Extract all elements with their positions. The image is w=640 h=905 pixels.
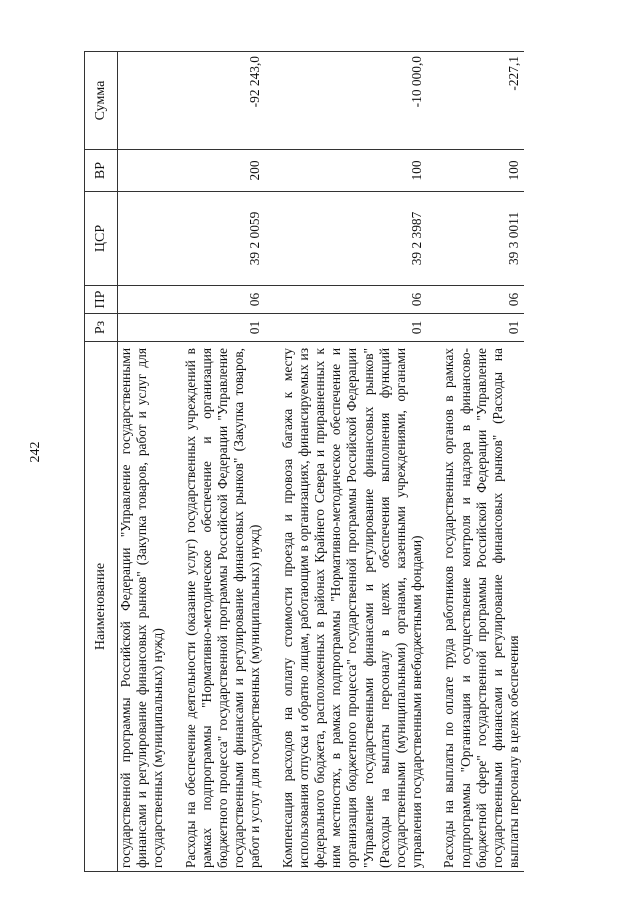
row-name: Расходы на выплаты по оплате труда работников государственных органов в рамках подпрограммы "Организация и осуществление контроля и надзора в финансово-бюджетной сфере" государственной программы Российской Федерации "Управление государственными финансами и регулирование финансовых рынков" (Расходы на выплаты персоналу в целях обеспечения xyxy=(427,342,524,872)
row-pr: 06 xyxy=(169,286,266,314)
row-csr: 39 2 0059 xyxy=(169,192,266,286)
header-sum: Сумма xyxy=(85,52,118,150)
row-rz: 01 xyxy=(266,314,428,342)
header-csr: ЦСР xyxy=(85,192,118,286)
row-pr xyxy=(118,286,169,314)
header-vr: ВР xyxy=(85,150,118,192)
row-sum: -227,1 xyxy=(427,52,524,150)
row-rz: 01 xyxy=(427,314,524,342)
budget-table xyxy=(84,51,524,872)
row-name: Компенсация расходов на оплату стоимости проезда и провоза багажа к месту использования отпуска и обратно лицам, работающим в организациях, финансируемых из федерального бюджета, расположенных в районах Крайнего Севера и приравненных к ним местностях, в рамках подпрограммы "Нормативно-методическое обеспечение и организация бюджетного процесса" государственной программы Российской Федерации "Управление государственными финансами и регулирование финансовых рынков" (Расходы на выплаты персоналу в целях обеспечения выполнения функций государственными (муниципальными) органами, казенными учреждениями, органами управления государственными внебюджетными фондами) xyxy=(266,342,428,872)
row-name: Расходы на обеспечение деятельности (оказание услуг) государственных учреждений в рамках подпрограммы "Нормативно-методическое обеспечение и организация бюджетного процесса" государственной программы Российской Федерации "Управление государственными финансами и регулирование финансовых рынков" (Закупка товаров, работ и услуг для государственных (муниципальных) нужд) xyxy=(169,342,266,872)
header-pr: ПР xyxy=(85,286,118,314)
row-rz xyxy=(118,314,169,342)
row-csr: 39 2 3987 xyxy=(266,192,428,286)
table-row xyxy=(266,52,428,872)
header-name: Наименование xyxy=(85,342,118,872)
table-row xyxy=(118,52,169,872)
row-sum xyxy=(118,52,169,150)
page-number: 242 xyxy=(28,441,43,463)
row-pr: 06 xyxy=(427,286,524,314)
row-vr: 200 xyxy=(169,150,266,192)
row-sum: -10 000,0 xyxy=(266,52,428,150)
row-csr: 39 3 0011 xyxy=(427,192,524,286)
row-vr: 100 xyxy=(427,150,524,192)
row-vr: 100 xyxy=(266,150,428,192)
row-csr xyxy=(118,192,169,286)
row-vr xyxy=(118,150,169,192)
header-rz: Рз xyxy=(85,314,118,342)
table-row xyxy=(427,52,524,872)
row-name: государственной программы Российской Федерации "Управление государственными финансами и регулирование финансовых рынков" (Закупка товаров, работ и услуг для государственных (муниципальных) нужд) xyxy=(118,342,169,872)
table-header-row xyxy=(85,52,118,872)
rotated-page-content xyxy=(84,52,604,872)
row-sum: -92 243,0 xyxy=(169,52,266,150)
row-pr: 06 xyxy=(266,286,428,314)
table-row xyxy=(169,52,266,872)
row-rz: 01 xyxy=(169,314,266,342)
